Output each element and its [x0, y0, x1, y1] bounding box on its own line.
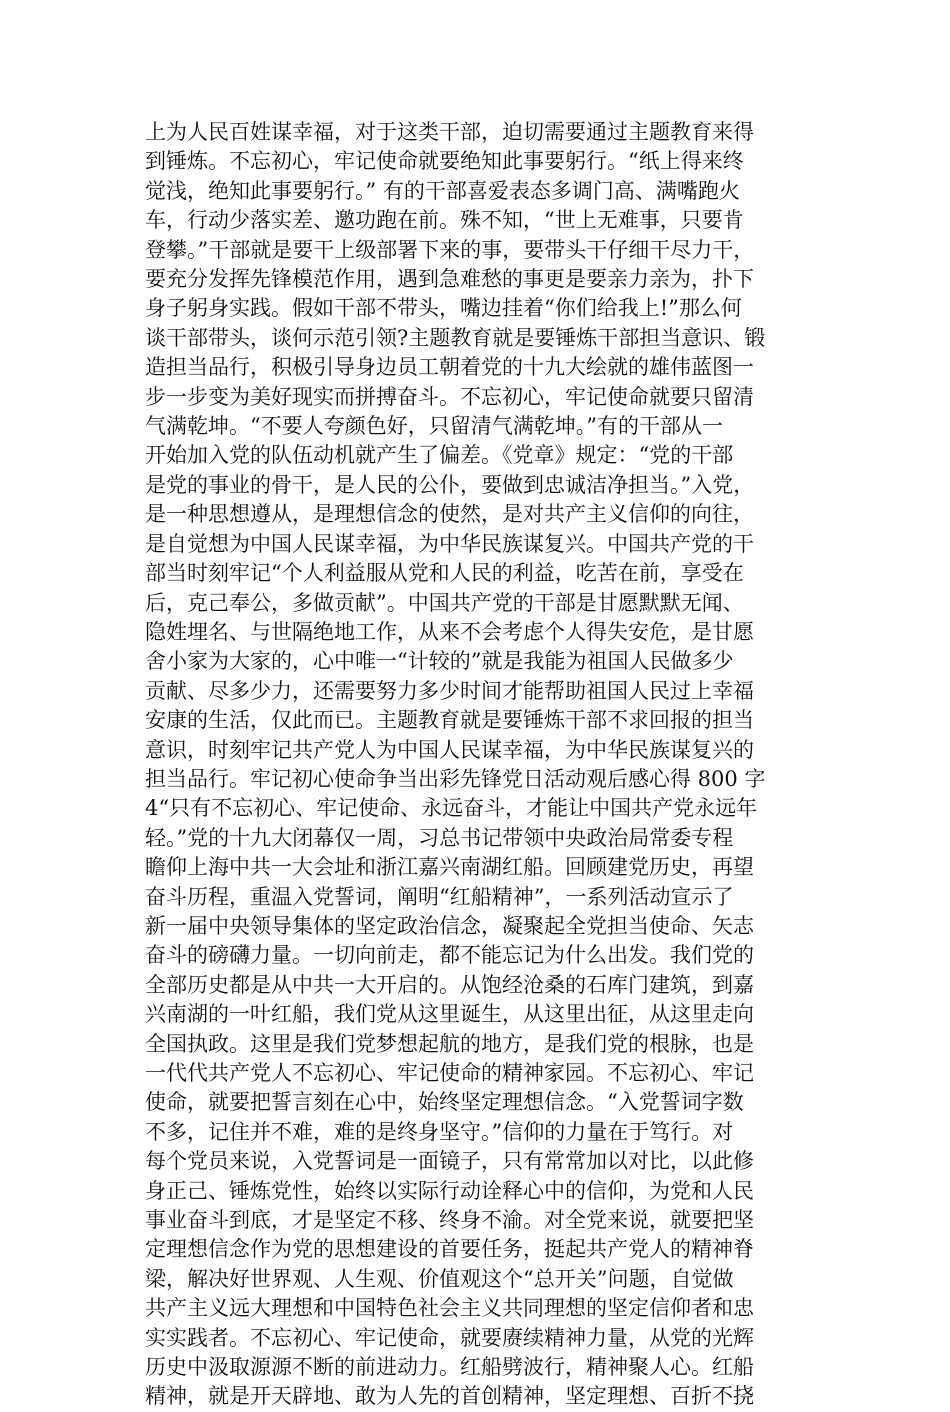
text-line: 每个党员来说，入党誓词是一面镜子，只有常常加以对比，以此修 [145, 1149, 754, 1174]
text-line: 全国执政。这里是我们党梦想起航的地方，是我们党的根脉，也是 [145, 1031, 754, 1056]
text-line: 到锤炼。不忘初心，牢记使命就要绝知此事要躬行。“纸上得来终 [145, 149, 744, 174]
text-line: 身子躬身实践。假如干部不带头，嘴边挂着“你们给我上!”那么何 [145, 296, 742, 321]
text-line: 后，克己奉公，多做贡献”。中国共产党的干部是甘愿默默无闻、 [145, 590, 744, 615]
text-line: 造担当品行，积极引导身边员工朝着党的十九大绘就的雄伟蓝图一 [145, 355, 754, 380]
text-line: 一代代共产党人不忘初心、牢记使命的精神家园。不忘初心、牢记 [145, 1061, 754, 1085]
text-line: 实实践者。不忘初心、牢记使命，就要赓续精神力量，从党的光辉 [145, 1325, 754, 1350]
body-text [145, 118, 805, 1412]
text-line: 步一步变为美好现实而拼搏奋斗。不忘初心，牢记使命就要只留清 [145, 384, 754, 409]
text-line: 梁，解决好世界观、人生观、价值观这个“总开关”问题，自觉做 [145, 1266, 734, 1291]
text-line: 登攀。”干部就是要干上级部署下来的事，要带头干仔细干尽力干， [145, 237, 755, 262]
text-line: 全部历史都是从中共一大开启的。从饱经沧桑的石库门建筑，到嘉 [145, 972, 754, 997]
text-line: 谈干部带头，谈何示范引领?主题教育就是要锤炼干部担当意识、锻 [145, 325, 766, 350]
text-line: 气满乾坤。“不要人夸颜色好，只留清气满乾坤。”有的干部从一 [145, 414, 723, 439]
text-line: 轻。”党的十九大闭幕仅一周，习总书记带领中央政治局常委专程 [145, 825, 734, 850]
text-line: 4“只有不忘初心、牢记使命、永远奋斗，才能让中国共产党永远年 [145, 796, 758, 821]
text-line: 奋斗历程，重温入党誓词，阐明“红船精神”，一系列活动宣示了 [145, 884, 734, 909]
text-line: 部当时刻牢记“个人利益服从党和人民的利益，吃苦在前，享受在 [145, 561, 744, 586]
text-line: 舍小家为大家的，心中唯一“计较的”就是我能为祖国人民做多少 [145, 649, 734, 674]
text-line: 担当品行。牢记初心使命争当出彩先锋党日活动观后感心得 800 字 [145, 766, 766, 791]
text-line: 定理想信念作为党的思想建设的首要任务，挺起共产党人的精神脊 [145, 1237, 754, 1262]
text-line: 隐姓埋名、与世隔绝地工作，从来不会考虑个人得失安危，是甘愿 [145, 619, 754, 644]
text-line: 意识，时刻牢记共产党人为中国人民谋幸福，为中华民族谋复兴的 [145, 737, 754, 762]
text-line: 不多，记住并不难，难的是终身坚守。”信仰的力量在于笃行。对 [145, 1119, 734, 1144]
text-line: 贡献、尽多少力，还需要努力多少时间才能帮助祖国人民过上幸福 [145, 678, 754, 703]
text-line: 兴南湖的一叶红船，我们党从这里诞生，从这里出征，从这里走向 [145, 1002, 754, 1027]
text-line: 上为人民百姓谋幸福，对于这类干部，迫切需要通过主题教育来得 [145, 120, 754, 144]
text-line: 要充分发挥先锋模范作用，遇到急难愁的事更是要亲力亲为，扑下 [145, 267, 754, 292]
text-line: 车，行动少落实差、邀功跑在前。殊不知，“世上无难事，只要肯 [145, 208, 744, 233]
text-line: 是党的事业的骨干，是人民的公仆，要做到忠诚洁净担当。”入党， [145, 472, 755, 497]
text-line: 开始加入党的队伍动机就产生了偏差。《党章》规定：“党的干部 [145, 443, 734, 468]
text-line: 瞻仰上海中共一大会址和浙江嘉兴南湖红船。回顾建党历史，再望 [145, 855, 754, 880]
text-line: 安康的生活，仅此而已。主题教育就是要锤炼干部不求回报的担当 [145, 708, 754, 733]
text-line: 新一届中央领导集体的坚定政治信念，凝聚起全党担当使命、矢志 [145, 913, 754, 938]
text-line: 是一种思想遵从，是理想信念的使然，是对共产主义信仰的向往， [145, 502, 754, 527]
text-line: 是自觉想为中国人民谋幸福，为中华民族谋复兴。中国共产党的干 [145, 531, 754, 556]
text-line: 使命，就要把誓言刻在心中，始终坚定理想信念。“入党誓词字数 [145, 1090, 744, 1115]
text-line: 奋斗的磅礴力量。一切向前走，都不能忘记为什么出发。我们党的 [145, 943, 754, 968]
text-line: 精神，就是开天辟地、敢为人先的首创精神，坚定理想、百折不挠 [145, 1384, 754, 1409]
text-line: 事业奋斗到底，才是坚定不移、终身不渝。对全党来说，就要把坚 [145, 1208, 754, 1233]
text-line: 觉浅，绝知此事要躬行。” 有的干部喜爱表态多调门高、满嘴跑火 [145, 178, 740, 203]
text-line: 共产主义远大理想和中国特色社会主义共同理想的坚定信仰者和忠 [145, 1296, 754, 1321]
text-line: 历史中汲取源源不断的前进动力。红船劈波行，精神聚人心。红船 [145, 1355, 754, 1380]
text-line: 身正己、锤炼党性，始终以实际行动诠释心中的信仰，为党和人民 [145, 1178, 754, 1203]
